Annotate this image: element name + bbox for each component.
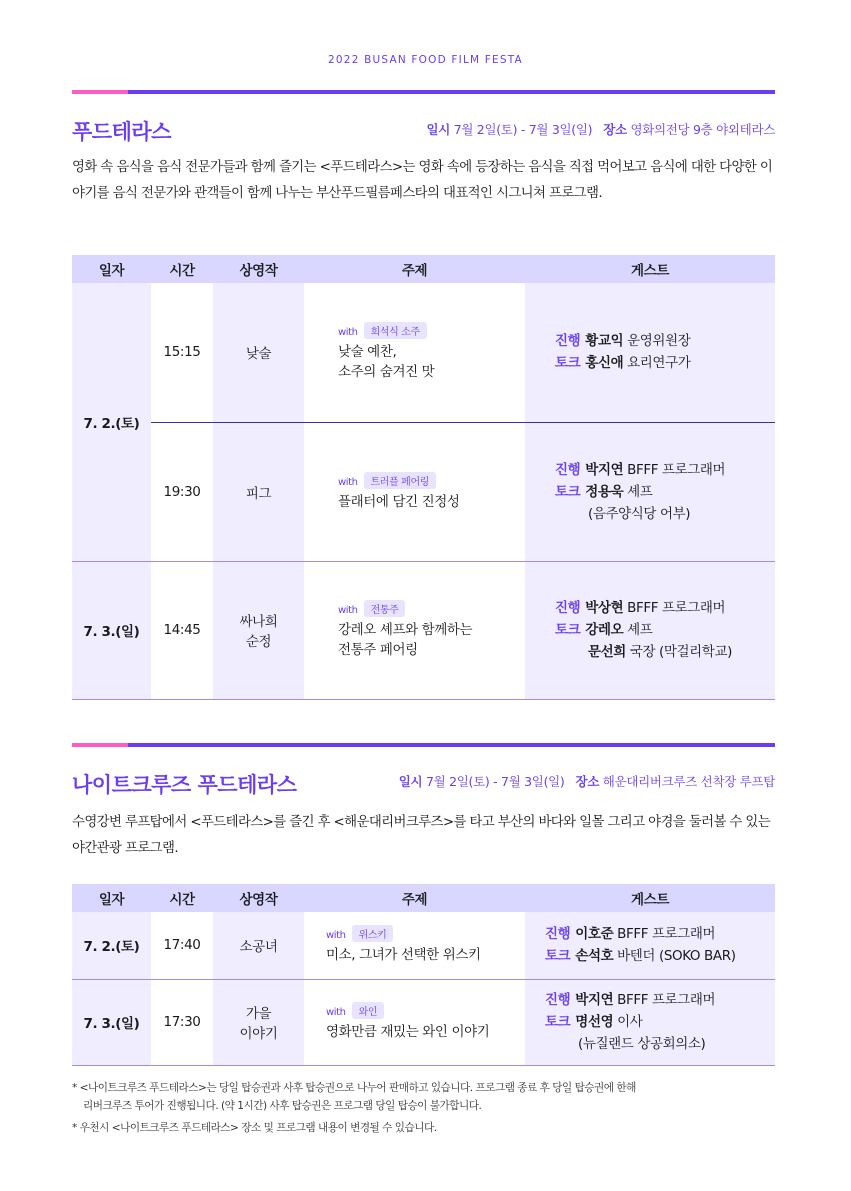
guest-affiliation: (뉴질랜드 상공회의소) (578, 1036, 706, 1052)
pairing-badge: 희석식 소주 (364, 322, 427, 339)
section2-date-label: 일시 (398, 774, 423, 789)
section2-place-value: 해운대리버크루즈 선착장 루프탑 (602, 774, 775, 789)
role-label: 진행 (555, 461, 581, 478)
film-cell: 소공녀 (213, 912, 304, 979)
header-topic: 주제 (304, 255, 525, 283)
footnote: * 우천시 <나이트크루즈 푸드테라스> 장소 및 프로그램 내용이 변경될 수 있습니다. (72, 1122, 437, 1134)
topic-line: 낮술 예찬, (338, 344, 397, 361)
film-cell: 피그 (213, 422, 304, 561)
section2-place-label: 장소 (575, 774, 600, 789)
section1-date-value: 7월 2일(토) - 7월 3일(일) (453, 122, 593, 137)
role-label: 토크 (555, 355, 581, 372)
section2-info (399, 772, 775, 790)
guest-desc: BFFF 프로그래머 (617, 926, 716, 943)
section1-place-value: 영화의전당 9층 야외테라스 (630, 122, 775, 137)
guest-desc: BFFF 프로그래머 (627, 461, 726, 478)
topic-cell (304, 561, 525, 699)
guest-cell (525, 912, 775, 979)
film-line: 순정 (245, 634, 272, 650)
table-row (72, 283, 775, 422)
header-date: 일자 (72, 884, 151, 912)
section1-schedule-table (72, 255, 775, 700)
table-header-row (72, 884, 775, 912)
guest-desc: BFFF 프로그래머 (627, 600, 726, 616)
guest-desc: 셰프 (627, 622, 653, 638)
film-line: 이야기 (239, 1026, 278, 1042)
table-row (72, 561, 775, 699)
section2-divider (72, 743, 775, 747)
guest-affiliation: (음주양식당 어부) (588, 505, 691, 522)
table-header-row (72, 255, 775, 283)
guest-name: 박지연 (575, 992, 614, 1008)
section2-schedule-table (72, 884, 775, 1066)
role-label: 토크 (555, 483, 581, 500)
guest-name: 이호준 (575, 926, 614, 943)
topic-cell (304, 283, 525, 422)
header-time: 시간 (151, 884, 213, 912)
guest-name: 명선영 (575, 1014, 614, 1030)
guest-name: 박상현 (585, 600, 624, 616)
with-label: with (338, 476, 358, 488)
guest-desc: 이사 (617, 1014, 643, 1030)
header-date: 일자 (72, 255, 151, 283)
footnote (72, 1079, 782, 1115)
guest-name: 문선희 (588, 644, 626, 660)
film-line: 싸나희 (239, 614, 278, 630)
pairing-badge: 위스키 (352, 925, 394, 942)
topic-line: 영화만큼 재밌는 와인 이야기 (326, 1024, 490, 1040)
section1-place-label: 장소 (603, 122, 627, 137)
header-time: 시간 (151, 255, 213, 283)
header-topic: 주제 (304, 884, 525, 912)
role-label: 토크 (545, 948, 571, 965)
time-cell: 17:40 (151, 912, 213, 979)
role-label: 진행 (545, 992, 571, 1008)
footnotes (72, 1079, 782, 1141)
date-cell: 7. 2.(토) (72, 283, 151, 561)
film-line: 가을 (245, 1006, 272, 1022)
time-cell: 14:45 (151, 561, 213, 699)
time-cell: 19:30 (151, 422, 213, 561)
role-label: 진행 (555, 600, 581, 616)
guest-cell (525, 561, 775, 699)
guest-cell (525, 283, 775, 422)
role-label: 진행 (545, 926, 571, 943)
date-cell: 7. 3.(일) (72, 561, 151, 699)
guest-desc: 국장 (막걸리학교) (629, 644, 732, 660)
topic-cell (304, 422, 525, 561)
topic-line: 강레오 셰프와 함께하는 (338, 622, 473, 638)
guest-name: 홍신애 (585, 355, 624, 372)
pairing-badge: 전통주 (364, 600, 406, 617)
topic-line: 미소, 그녀가 선택한 위스키 (326, 947, 481, 964)
festa-header: 2022 BUSAN FOOD FILM FESTA (328, 54, 523, 66)
with-label: with (326, 1007, 346, 1018)
pairing-badge: 와인 (352, 1002, 385, 1019)
section2-date-value: 7월 2일(토) - 7월 3일(일) (426, 774, 565, 789)
table-row (72, 912, 775, 979)
guest-desc: 요리연구가 (627, 355, 691, 372)
header-film: 상영작 (213, 255, 304, 283)
pairing-badge: 트러플 페어링 (364, 472, 436, 489)
topic-line: 플래터에 담긴 진정성 (338, 493, 460, 510)
time-cell: 15:15 (151, 283, 213, 422)
table-row (72, 422, 775, 561)
section1-divider (72, 90, 775, 94)
section1-info (426, 120, 775, 138)
guest-name: 정용욱 (585, 483, 624, 500)
role-label: 진행 (555, 333, 581, 350)
time-cell: 17:30 (151, 979, 213, 1065)
guest-desc: 운영위원장 (627, 333, 691, 350)
film-cell (213, 561, 304, 699)
header-film: 상영작 (213, 884, 304, 912)
topic-cell (304, 979, 525, 1065)
footnote-line: * <나이트크루즈 푸드테라스>는 당일 탑승권과 사후 탑승권으로 나누어 판매하고 있습니다. 프로그램 종료 후 당일 탑승권에 한해 (72, 1082, 636, 1094)
guest-name: 황교익 (585, 333, 624, 350)
section1-description: 영화 속 음식을 음식 전문가들과 함께 즐기는 <푸드테라스>는 영화 속에 등장하는 음식을 직접 먹어보고 음식에 대한 다양한 이야기를 음식 전문가와 관객들이 함께 나누는 부산푸드필름페스타의 대표적인 시그니쳐 프로그램. (72, 160, 773, 201)
topic-cell (304, 912, 525, 979)
date-cell: 7. 2.(토) (72, 912, 151, 979)
guest-name: 박지연 (585, 461, 624, 478)
topic-line: 소주의 숨겨진 맛 (338, 364, 435, 381)
with-label: with (338, 605, 358, 616)
guest-desc: 바텐더 (SOKO BAR) (617, 948, 736, 965)
film-cell (213, 979, 304, 1065)
with-label: with (338, 327, 358, 339)
section2-title: 나이트크루즈 푸드테라스 (72, 773, 297, 797)
date-cell: 7. 3.(일) (72, 979, 151, 1065)
with-label: with (326, 930, 346, 942)
topic-line: 전통주 페어링 (338, 642, 418, 658)
header-guest: 게스트 (525, 884, 775, 912)
guest-name: 손석호 (575, 948, 614, 965)
guest-cell (525, 979, 775, 1065)
section2-description: 수영강변 루프탑에서 <푸드테라스>를 즐긴 후 <해운대리버크루즈>를 타고 부산의 바다와 일몰 그리고 야경을 둘러볼 수 있는 야간관광 프로그램. (72, 815, 771, 856)
guest-cell (525, 422, 775, 561)
guest-desc: 셰프 (627, 483, 653, 500)
section1-title: 푸드테라스 (72, 120, 171, 144)
footnote-line: 리버크루즈 투어가 진행됩니다. (약 1시간) 사후 탑승권은 프로그램 당일 탑승이 불가합니다. (83, 1100, 482, 1112)
film-cell: 낮술 (213, 283, 304, 422)
guest-desc: BFFF 프로그래머 (617, 992, 716, 1008)
table-row (72, 979, 775, 1065)
role-label: 토크 (545, 1014, 571, 1030)
section1-date-label: 일시 (426, 122, 451, 137)
guest-name: 강레오 (585, 622, 624, 638)
role-label: 토크 (555, 622, 581, 638)
header-guest: 게스트 (525, 255, 775, 283)
